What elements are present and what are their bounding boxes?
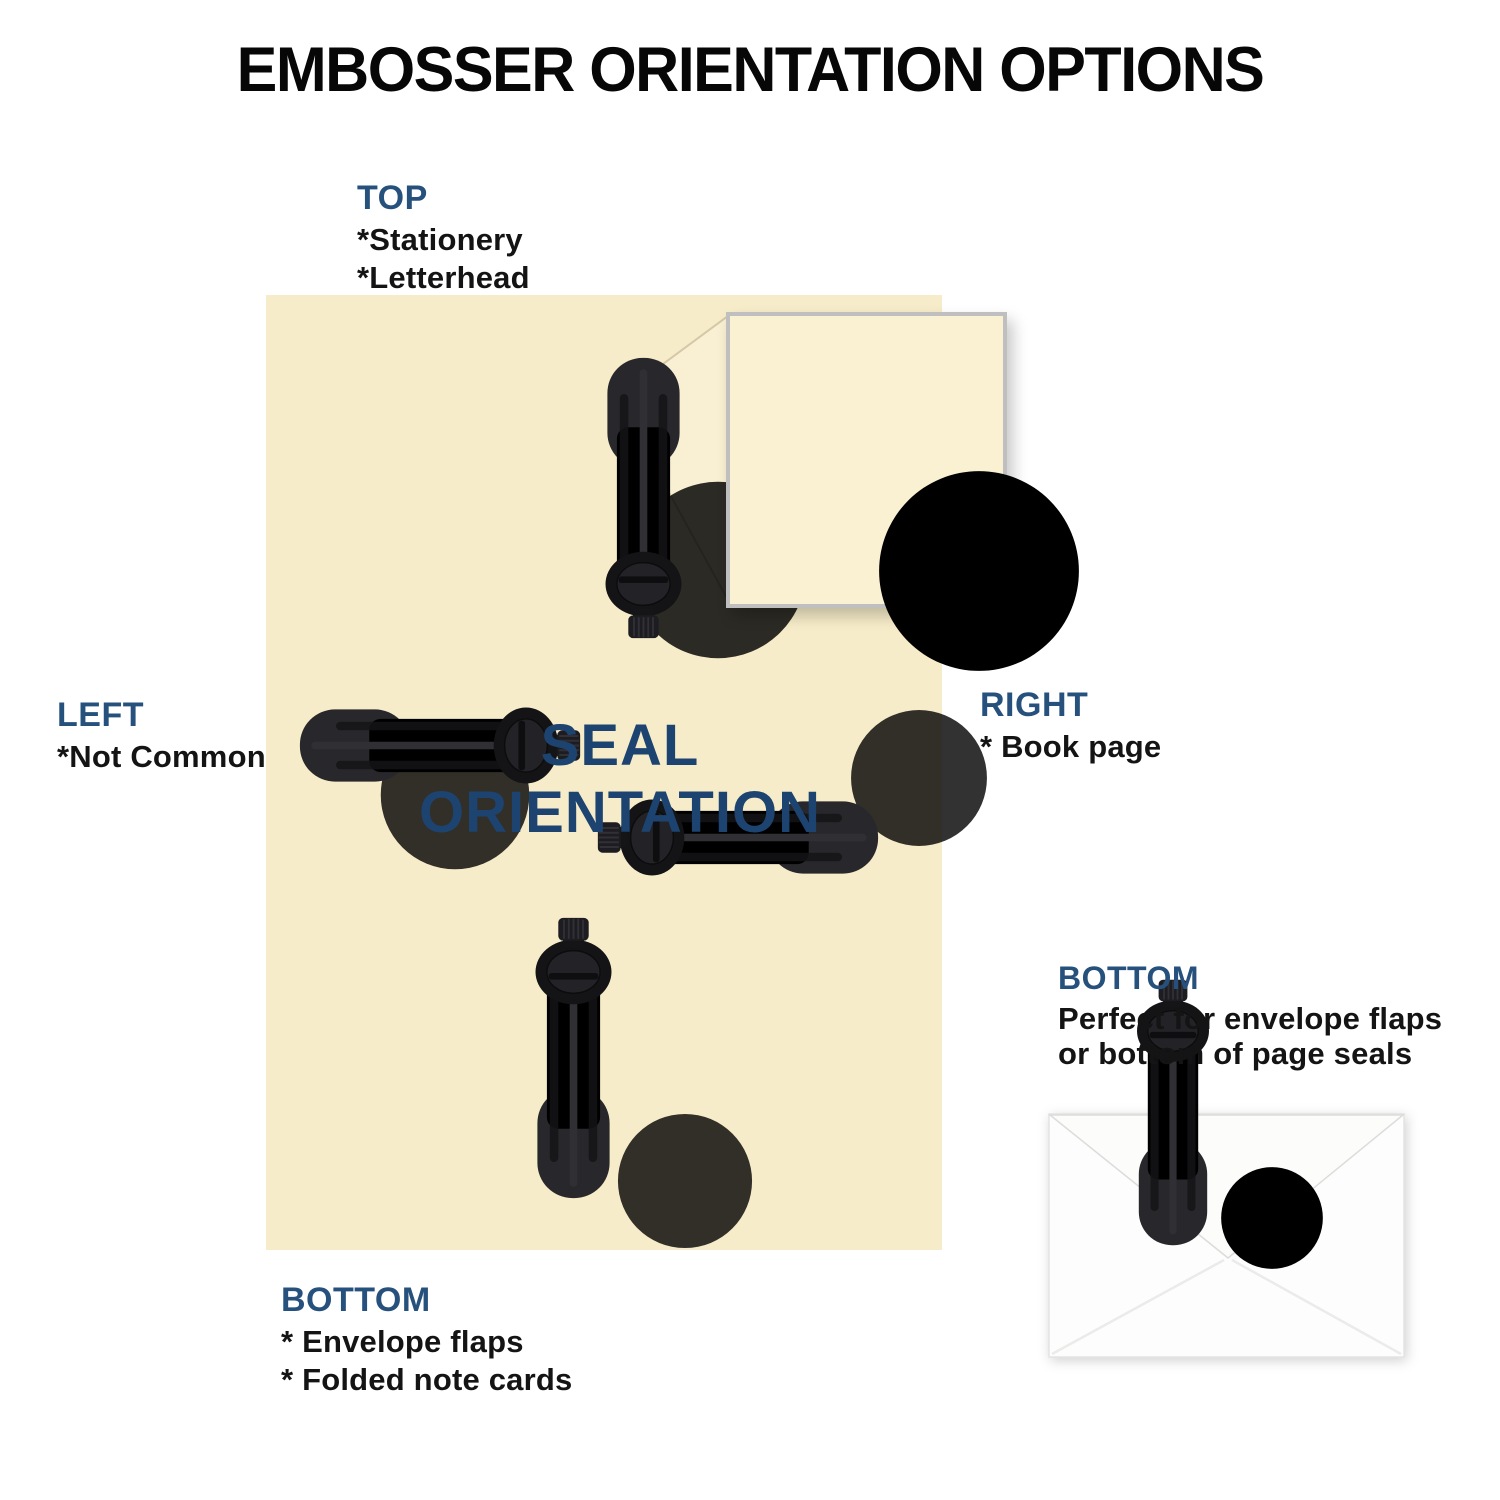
note-bottom-right-line: or bottom of page seals [1058, 1036, 1413, 1071]
note-left-heading: LEFT [57, 696, 144, 734]
inset-seal [757, 349, 979, 571]
center-caption-line2: ORIENTATION [419, 780, 821, 845]
note-bottom-right-line: Perfect for envelope flaps [1058, 1001, 1443, 1036]
note-bottom-left [281, 1283, 572, 1402]
note-top-item: *Letterhead [357, 260, 530, 295]
note-top-heading: TOP [357, 179, 428, 217]
note-bottom-left-item: * Folded note cards [281, 1362, 573, 1397]
note-right [980, 688, 1161, 769]
note-bottom-right-heading: BOTTOM [1058, 960, 1200, 996]
note-top [357, 181, 530, 300]
center-caption [330, 712, 910, 846]
note-bottom-left-item: * Envelope flaps [281, 1324, 524, 1359]
note-left-item: *Not Common [57, 739, 266, 774]
note-bottom-right [1058, 962, 1442, 1076]
page-title: EMBOSSER ORIENTATION OPTIONS [236, 33, 1264, 105]
note-right-item: * Book page [980, 729, 1162, 764]
note-top-item: *Stationery [357, 222, 523, 257]
seal-detail-inset [726, 312, 1007, 608]
note-left [57, 698, 266, 779]
center-caption-line1: SEAL [540, 713, 700, 778]
note-right-heading: RIGHT [980, 686, 1089, 724]
note-bottom-left-heading: BOTTOM [281, 1281, 431, 1319]
